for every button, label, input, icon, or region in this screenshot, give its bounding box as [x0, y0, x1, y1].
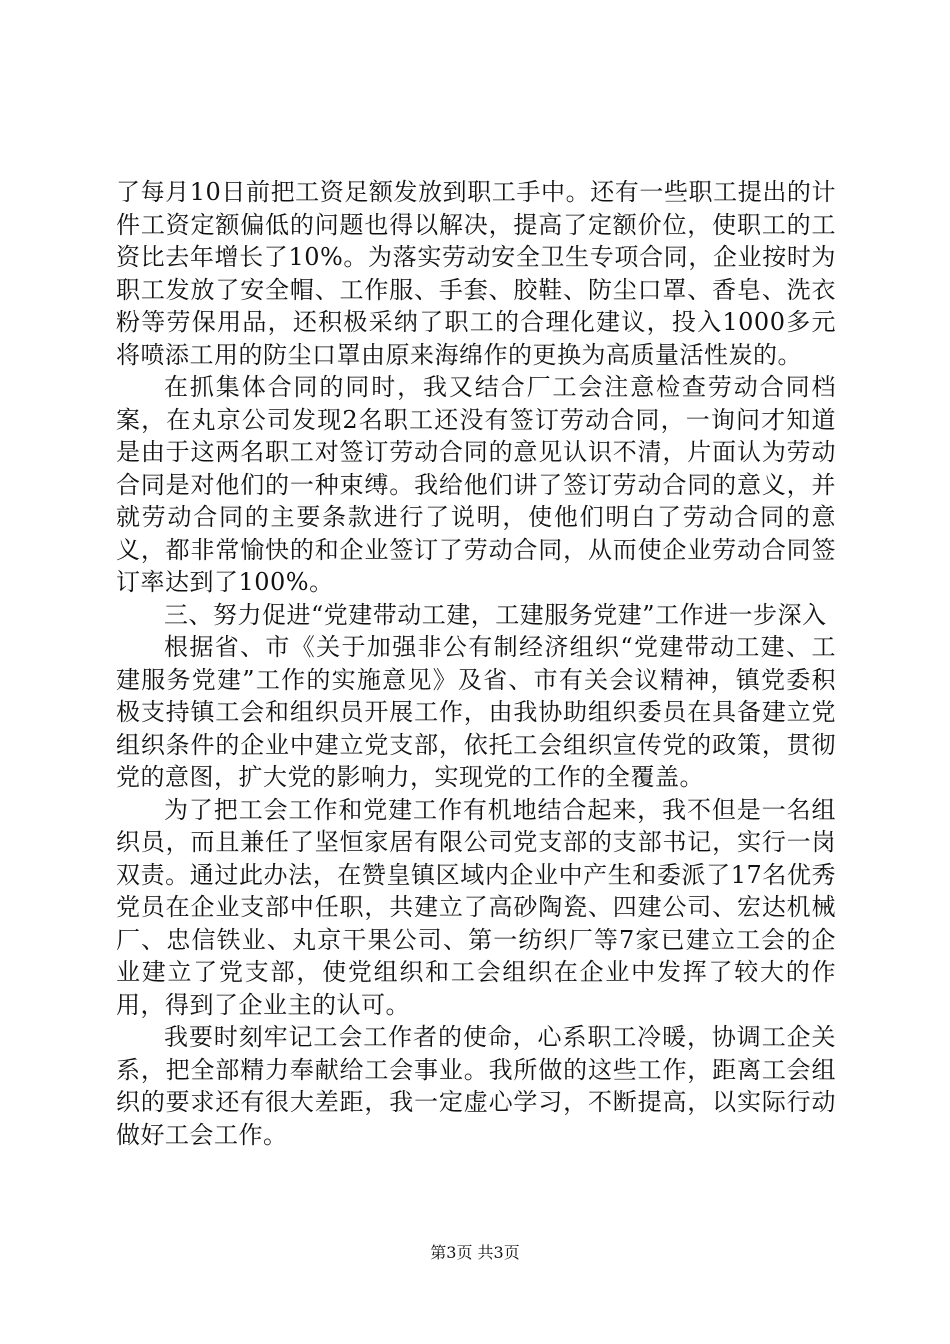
- paragraph-5: 为了把工会工作和党建工作有机地结合起来，我不但是一名组织员，而且兼任了坚恒家居有限公司党支部的支部书记，实行一岗双责。通过此办法，在赞皇镇区域内企业中产生和委派了17名优秀党员在企业支部中任职，共建立了高砂陶瓷、四建公司、宏达机械厂、忠信铁业、丸京干果公司、第一纺织厂等7家已建立工会的企业建立了党支部，使党组织和工会组织在企业中发挥了较大的作用，得到了企业主的认可。: [116, 795, 836, 1019]
- page-footer: 第3页 共3页: [430, 1243, 520, 1262]
- paragraph-1: 了每月10日前把工资足额发放到职工手中。还有一些职工提出的计件工资定额偏低的问题也得以解决，提高了定额价位，使职工的工资比去年增长了10%。为落实劳动安全卫生专项合同，企业按时为职工发放了安全帽、工作服、手套、胶鞋、防尘口罩、香皂、洗衣粉等劳保用品，还积极采纳了职工的合理化建议，投入1000多元将喷添工用的防尘口罩由原来海绵作的更换为高质量活性炭的。: [116, 178, 836, 369]
- paragraph-2: 在抓集体合同的同时，我又结合厂工会注意检查劳动合同档案，在丸京公司发现2名职工还没有签订劳动合同，一询问才知道是由于这两名职工对签订劳动合同的意见认识不清，片面认为劳动合同是对他们的一种束缚。我给他们讲了签订劳动合同的意义，并就劳动合同的主要条款进行了说明，使他们明白了劳动合同的意义，都非常愉快的和企业签订了劳动合同，从而使企业劳动合同签订率达到了100%。: [116, 373, 836, 596]
- paragraph-4: 根据省、市《关于加强非公有制经济组织“党建带动工建、工建服务党建”工作的实施意见》及省、市有关会议精神，镇党委积极支持镇工会和组织员开展工作，由我协助组织委员在具备建立党组织条件的企业中建立党支部，依托工会组织宣传党的政策，贯彻党的意图，扩大党的影响力，实现党的工作的全覆盖。: [116, 633, 836, 791]
- document-body: [116, 176, 836, 1151]
- section-heading-3: 三、努力促进“党建带动工建，工建服务党建”工作进一步深入: [164, 600, 827, 629]
- paragraph-6: 我要时刻牢记工会工作者的使命，心系职工冷暖，协调工企关系，把全部精力奉献给工会事业。我所做的这些工作，距离工会组织的要求还有很大差距，我一定虚心学习，不断提高，以实际行动做好工会工作。: [116, 1023, 836, 1149]
